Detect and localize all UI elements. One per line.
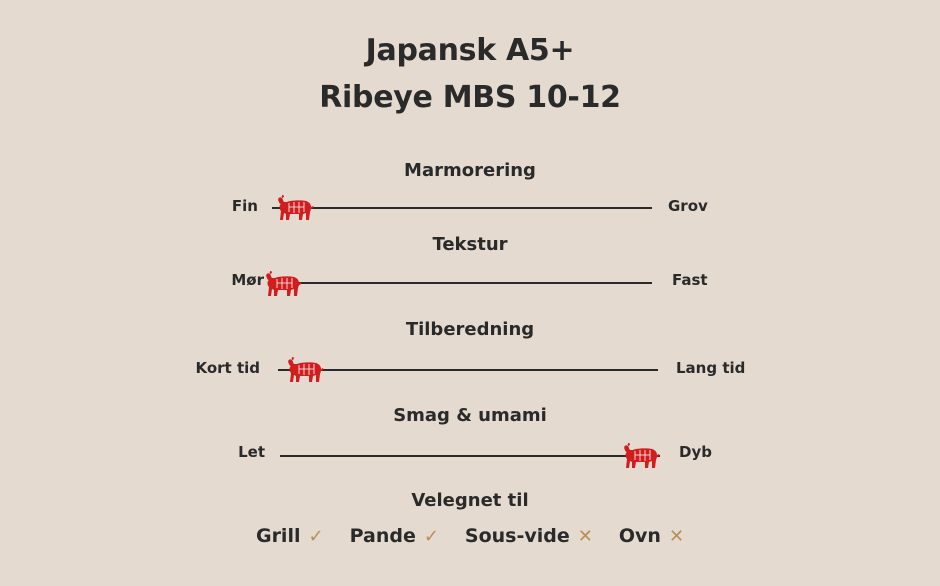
suitable-item-label: Sous-vide	[464, 525, 570, 547]
scale-track	[280, 455, 660, 457]
scale-track	[272, 282, 652, 284]
bull-icon	[622, 442, 660, 469]
suitable-item-ovn	[619, 527, 684, 546]
check-icon: ✓	[423, 526, 439, 547]
scale-left-label: Mør	[231, 271, 264, 289]
scale-left-label: Kort tid	[195, 359, 260, 377]
check-icon: ✓	[308, 526, 324, 547]
scale-right-label: Dyb	[679, 443, 712, 461]
suitable-title: Velegnet til	[411, 490, 529, 511]
suitable-list	[0, 527, 940, 546]
scale-title-tekstur: Tekstur	[432, 234, 508, 255]
suitable-item-label: Pande	[349, 525, 416, 547]
scale-title-marmorering: Marmorering	[404, 160, 536, 181]
page-subtitle: Ribeye MBS 10-12	[319, 80, 621, 115]
suitable-item-label: Ovn	[618, 525, 661, 547]
cross-icon: ✕	[668, 526, 685, 547]
scale-right-label: Fast	[672, 271, 708, 289]
page-title: Japansk A5+	[365, 33, 575, 68]
scale-track	[278, 369, 658, 371]
suitable-item-grill	[256, 527, 324, 546]
suitable-item-label: Grill	[255, 525, 301, 547]
suitable-item-sous-vide	[465, 527, 593, 546]
bull-icon	[286, 356, 324, 383]
bull-icon	[264, 270, 302, 297]
scale-title-tilberedning: Tilberedning	[405, 319, 535, 340]
scale-left-label: Fin	[231, 197, 258, 215]
scale-title-smag-umami: Smag & umami	[393, 405, 547, 426]
scale-track	[272, 207, 652, 209]
scale-left-label: Let	[238, 443, 265, 461]
suitable-item-pande	[350, 527, 439, 546]
scale-right-label: Lang tid	[676, 359, 746, 377]
cross-icon: ✕	[577, 526, 593, 547]
scale-right-label: Grov	[668, 197, 708, 215]
bull-icon	[276, 194, 314, 221]
